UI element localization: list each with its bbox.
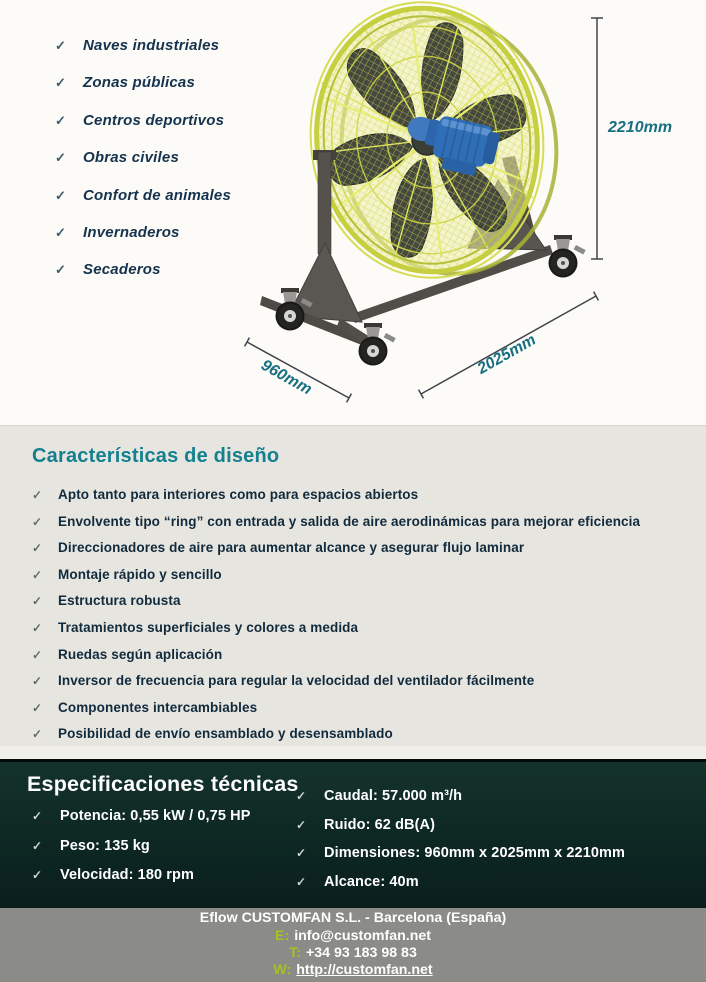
feature-label: Montaje rápido y sencillo [58, 566, 222, 582]
spec-label: Alcance: 40m [324, 873, 419, 890]
top-section [0, 0, 706, 425]
list-item [32, 567, 678, 584]
caster-wheel [359, 323, 396, 366]
section-divider [0, 746, 706, 759]
specs-left-column [32, 808, 250, 897]
spec-label: Peso: 135 kg [60, 837, 150, 854]
check-icon: ✓ [296, 817, 307, 832]
check-icon: ✓ [32, 514, 43, 529]
dimension-width-label: 2025mm [474, 331, 539, 378]
check-icon: ✓ [32, 647, 43, 662]
web-label: W: [273, 962, 292, 979]
list-item [32, 647, 678, 664]
feature-label: Ruedas según aplicación [58, 646, 223, 662]
email-label: E: [275, 927, 290, 944]
check-icon: ✓ [296, 846, 307, 860]
caster-wheel [549, 235, 586, 278]
contact-footer [0, 908, 706, 982]
company-name: Eflow CUSTOMFAN S.L. - Barcelona (España) [199, 910, 507, 927]
email-line [275, 928, 431, 945]
list-item [296, 788, 625, 805]
list-item [32, 487, 678, 504]
list-item [32, 726, 678, 743]
list-item [32, 593, 678, 610]
check-icon: ✓ [55, 224, 66, 240]
list-item [32, 673, 678, 690]
spec-label: Velocidad: 180 rpm [60, 867, 194, 883]
list-item [32, 700, 678, 717]
list-item [32, 620, 678, 637]
check-icon: ✓ [55, 38, 66, 53]
application-label: Invernaderos [83, 223, 180, 241]
list-item [32, 867, 250, 884]
check-icon: ✓ [55, 187, 66, 203]
check-icon: ✓ [32, 567, 43, 582]
feature-label: Posibilidad de envío ensamblado y desensamblado [58, 726, 393, 742]
website-link[interactable]: http://customfan.net [296, 962, 433, 979]
application-label: Secaderos [83, 261, 161, 279]
check-icon: ✓ [32, 620, 43, 635]
list-item [296, 845, 625, 862]
feature-label: Tratamientos superficiales y colores a medida [58, 619, 359, 635]
list-item [55, 224, 231, 261]
email-value: info@customfan.net [294, 927, 431, 944]
list-item [32, 808, 250, 825]
check-icon: ✓ [32, 541, 43, 556]
check-icon: ✓ [32, 838, 43, 853]
application-label: Obras civiles [83, 149, 179, 167]
list-item [55, 187, 231, 224]
phone-label: T: [289, 945, 301, 961]
check-icon: ✓ [32, 809, 43, 823]
spec-label: Ruido: 62 dB(A) [324, 816, 436, 833]
list-item [32, 540, 678, 557]
applications-list [55, 37, 231, 299]
list-item [55, 112, 231, 149]
list-item [296, 817, 625, 834]
list-item [55, 74, 231, 111]
list-item [296, 874, 625, 891]
feature-label: Estructura robusta [58, 593, 181, 609]
web-line [273, 962, 432, 979]
spec-label: Potencia: 0,55 kW / 0,75 HP [60, 808, 251, 824]
check-icon: ✓ [32, 488, 43, 502]
check-icon: ✓ [32, 700, 43, 715]
spec-label: Caudal: 57.000 m³/h [324, 788, 463, 804]
application-label: Centros deportivos [83, 111, 225, 129]
application-label: Naves industriales [83, 37, 220, 54]
spec-label: Dimensiones: 960mm x 2025mm x 2210mm [324, 845, 626, 861]
feature-label: Envolvente tipo “ring” con entrada y salida de aire aerodinámicas para mejorar eficiencia [58, 513, 641, 529]
list-item [32, 838, 250, 855]
list-item [55, 37, 231, 74]
list-item [32, 514, 678, 531]
technical-specs-section [0, 759, 706, 908]
check-icon: ✓ [55, 262, 66, 278]
application-label: Zonas públicas [83, 74, 195, 92]
phone-value: +34 93 183 98 83 [305, 945, 417, 961]
check-icon: ✓ [32, 674, 43, 689]
check-icon: ✓ [296, 874, 307, 889]
check-icon: ✓ [55, 150, 66, 166]
section-title: Especificaciones técnicas [27, 772, 299, 796]
check-icon: ✓ [32, 727, 43, 742]
dimension-depth-label: 960mm [258, 356, 315, 399]
dimension-height-label: 2210mm [608, 119, 673, 136]
industrial-fan-illustration [240, 0, 706, 412]
section-title: Características de diseño [32, 445, 280, 467]
list-item [55, 149, 231, 186]
application-label: Confort de animales [83, 186, 231, 204]
check-icon: ✓ [55, 75, 66, 91]
check-icon: ✓ [55, 112, 66, 128]
check-icon: ✓ [32, 868, 43, 882]
design-features-section [0, 425, 706, 746]
industrial-fan-figure [240, 0, 706, 412]
list-item [55, 261, 231, 298]
check-icon: ✓ [296, 789, 307, 803]
feature-label: Direccionadores de aire para aumentar alcance y asegurar flujo laminar [58, 540, 525, 556]
feature-label: Apto tanto para interiores como para espacios abiertos [58, 487, 419, 502]
phone-line [289, 945, 417, 962]
feature-label: Inversor de frecuencia para regular la velocidad del ventilador fácilmente [58, 673, 535, 689]
check-icon: ✓ [32, 594, 43, 609]
specs-right-column [296, 788, 625, 902]
feature-label: Componentes intercambiables [58, 699, 258, 715]
